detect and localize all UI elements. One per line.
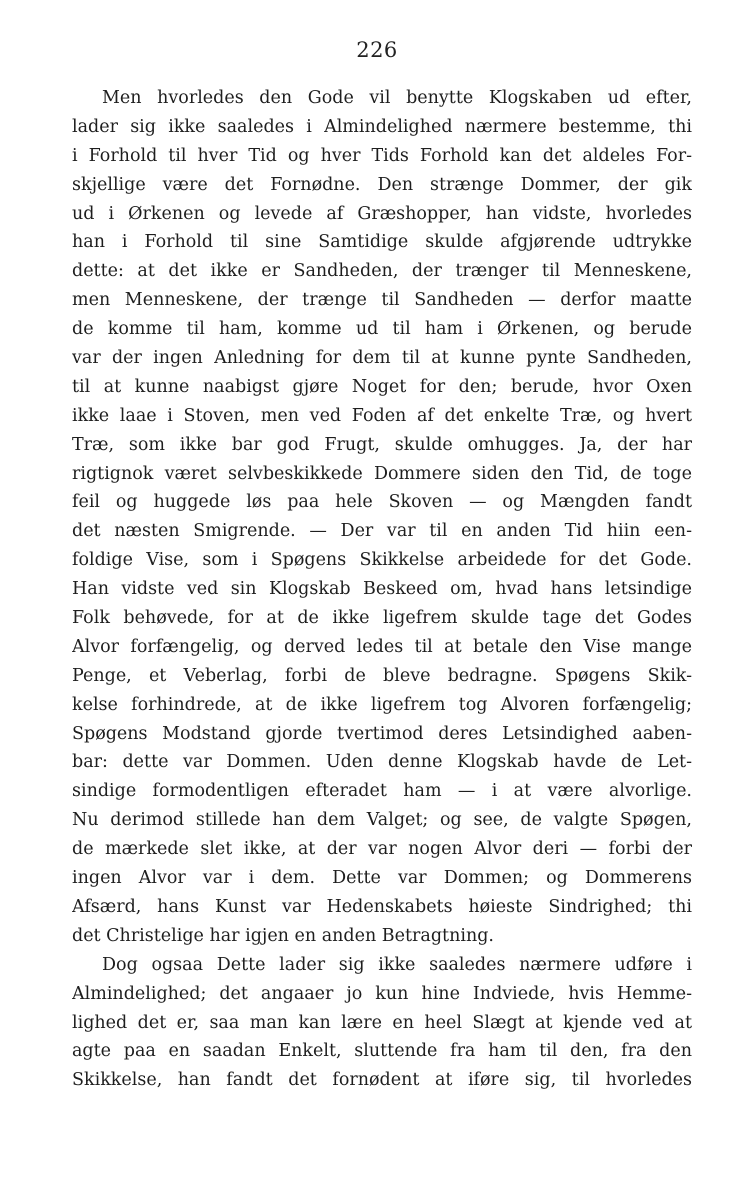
text-line: feil og huggede løs paa hele Skoven — og Mængden fandt bbox=[72, 492, 692, 513]
text-line: Alvor forfængelig, og derved ledes til at betale den Vise mange bbox=[72, 636, 692, 657]
text-line: Penge, et Veberlag, forbi de bleve bedragne. Spøgens Skik- bbox=[72, 665, 692, 686]
text-line: i Forhold til hver Tid og hver Tids Forhold kan det aldeles For- bbox=[72, 145, 692, 166]
text-line: lighed det er, saa man kan lære en heel Slægt at kjende ved at bbox=[72, 1012, 692, 1033]
text-line: Men hvorledes den Gode vil benytte Klogskaben ud efter, bbox=[102, 88, 692, 108]
text-line: ud i Ørkenen og levede af Græshopper, han vidste, hvorledes bbox=[72, 203, 692, 224]
body-text bbox=[72, 84, 692, 1095]
text-line: de komme til ham, komme ud til ham i Ørkenen, og berude bbox=[72, 319, 692, 340]
text-line: de mærkede slet ikke, at der var nogen Alvor deri — forbi der bbox=[72, 839, 692, 860]
text-line: bar: dette var Dommen. Uden denne Klogskab havde de Let- bbox=[72, 752, 692, 773]
text-line: foldige Vise, som i Spøgens Skikkelse arbeidede for det Gode. bbox=[72, 550, 692, 571]
text-line: ingen Alvor var i dem. Dette var Dommen; og Dommerens bbox=[72, 868, 692, 889]
text-line: det Christelige har igjen en anden Betragtning. bbox=[72, 925, 494, 946]
text-line: kelse forhindrede, at de ikke ligefrem tog Alvoren forfængelig; bbox=[72, 694, 692, 715]
text-line: ikke laae i Stoven, men ved Foden af det enkelte Træ, og hvert bbox=[72, 405, 692, 426]
text-line: sindige formodentligen efteradet ham — i at være alvorlige. bbox=[72, 781, 692, 802]
text-line: agte paa en saadan Enkelt, sluttende fra ham til den, fra den bbox=[72, 1041, 692, 1062]
text-line: dette: at det ikke er Sandheden, der trænger til Menneskene, bbox=[72, 261, 692, 282]
paragraph-1 bbox=[72, 84, 692, 951]
text-line: Afsærd, hans Kunst var Hedenskabets høieste Sindrighed; thi bbox=[72, 896, 692, 917]
text-line: Skikkelse, han fandt det fornødent at iføre sig, til hvorledes bbox=[72, 1070, 692, 1091]
text-line: Almindelighed; det angaaer jo kun hine Indviede, hvis Hemme- bbox=[72, 983, 692, 1004]
text-line: men Menneskene, der trænge til Sandheden — derfor maatte bbox=[72, 290, 692, 311]
text-line: Træ, som ikke bar god Frugt, skulde omhugges. Ja, der har bbox=[72, 434, 692, 455]
text-line: Dog ogsaa Dette lader sig ikke saaledes nærmere udføre i bbox=[102, 954, 692, 975]
text-line: lader sig ikke saaledes i Almindelighed nærmere bestemme, thi bbox=[72, 116, 692, 137]
page-number: 226 bbox=[356, 38, 398, 62]
text-line: Spøgens Modstand gjorde tvertimod deres Letsindighed aaben- bbox=[72, 723, 692, 744]
text-line: Folk behøvede, for at de ikke ligefrem skulde tage det Godes bbox=[72, 608, 692, 629]
text-line: han i Forhold til sine Samtidige skulde afgjørende udtrykke bbox=[72, 232, 692, 253]
text-line: Han vidste ved sin Klogskab Beskeed om, hvad hans letsindige bbox=[72, 579, 692, 600]
text-line: det næsten Smigrende. — Der var til en anden Tid hiin een- bbox=[72, 521, 692, 542]
paragraph-2 bbox=[72, 951, 692, 1095]
text-line: Nu derimod stillede han dem Valget; og see, de valgte Spøgen, bbox=[72, 810, 692, 831]
text-line: til at kunne naabigst gjøre Noget for den; berude, hvor Oxen bbox=[72, 376, 692, 397]
text-line: skjellige være det Fornødne. Den strænge Dommer, der gik bbox=[72, 174, 692, 195]
text-line: var der ingen Anledning for dem til at kunne pynte Sandheden, bbox=[72, 348, 692, 369]
text-line: rigtignok været selvbeskikkede Dommere siden den Tid, de toge bbox=[72, 463, 692, 484]
